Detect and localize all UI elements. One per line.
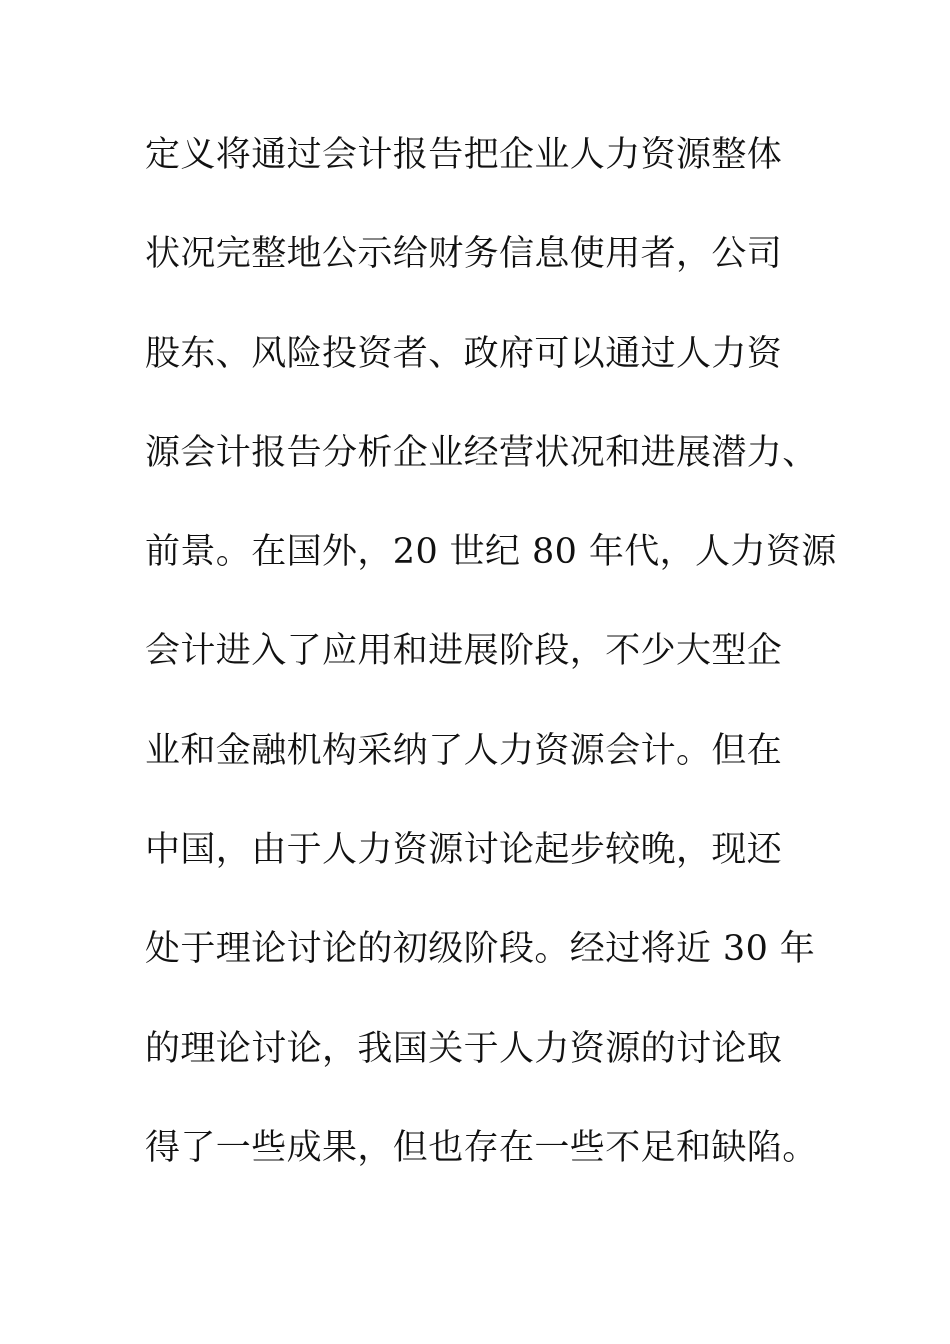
text-line: 的理论讨论，我国关于人力资源的讨论取 bbox=[145, 1028, 783, 1069]
text-line: 前景。在国外，20 世纪 80 年代，人力资源 bbox=[145, 532, 837, 573]
body-paragraph bbox=[145, 128, 837, 1220]
text-line: 会计进入了应用和进展阶段，不少大型企 bbox=[145, 631, 783, 672]
text-line: 股东、风险投资者、政府可以通过人力资 bbox=[145, 333, 783, 374]
text-line: 状况完整地公示给财务信息使用者，公司 bbox=[145, 234, 783, 275]
text-line: 中国，由于人力资源讨论起步较晚，现还 bbox=[145, 830, 783, 871]
text-line: 源会计报告分析企业经营状况和进展潜力、 bbox=[145, 432, 818, 473]
text-line: 业和金融机构采纳了人力资源会计。但在 bbox=[145, 730, 783, 771]
text-line: 得了一些成果，但也存在一些不足和缺陷。 bbox=[145, 1127, 818, 1168]
text-line: 处于理论讨论的初级阶段。经过将近 30 年 bbox=[145, 929, 816, 970]
text-line: 定义将通过会计报告把企业人力资源整体 bbox=[145, 135, 783, 175]
